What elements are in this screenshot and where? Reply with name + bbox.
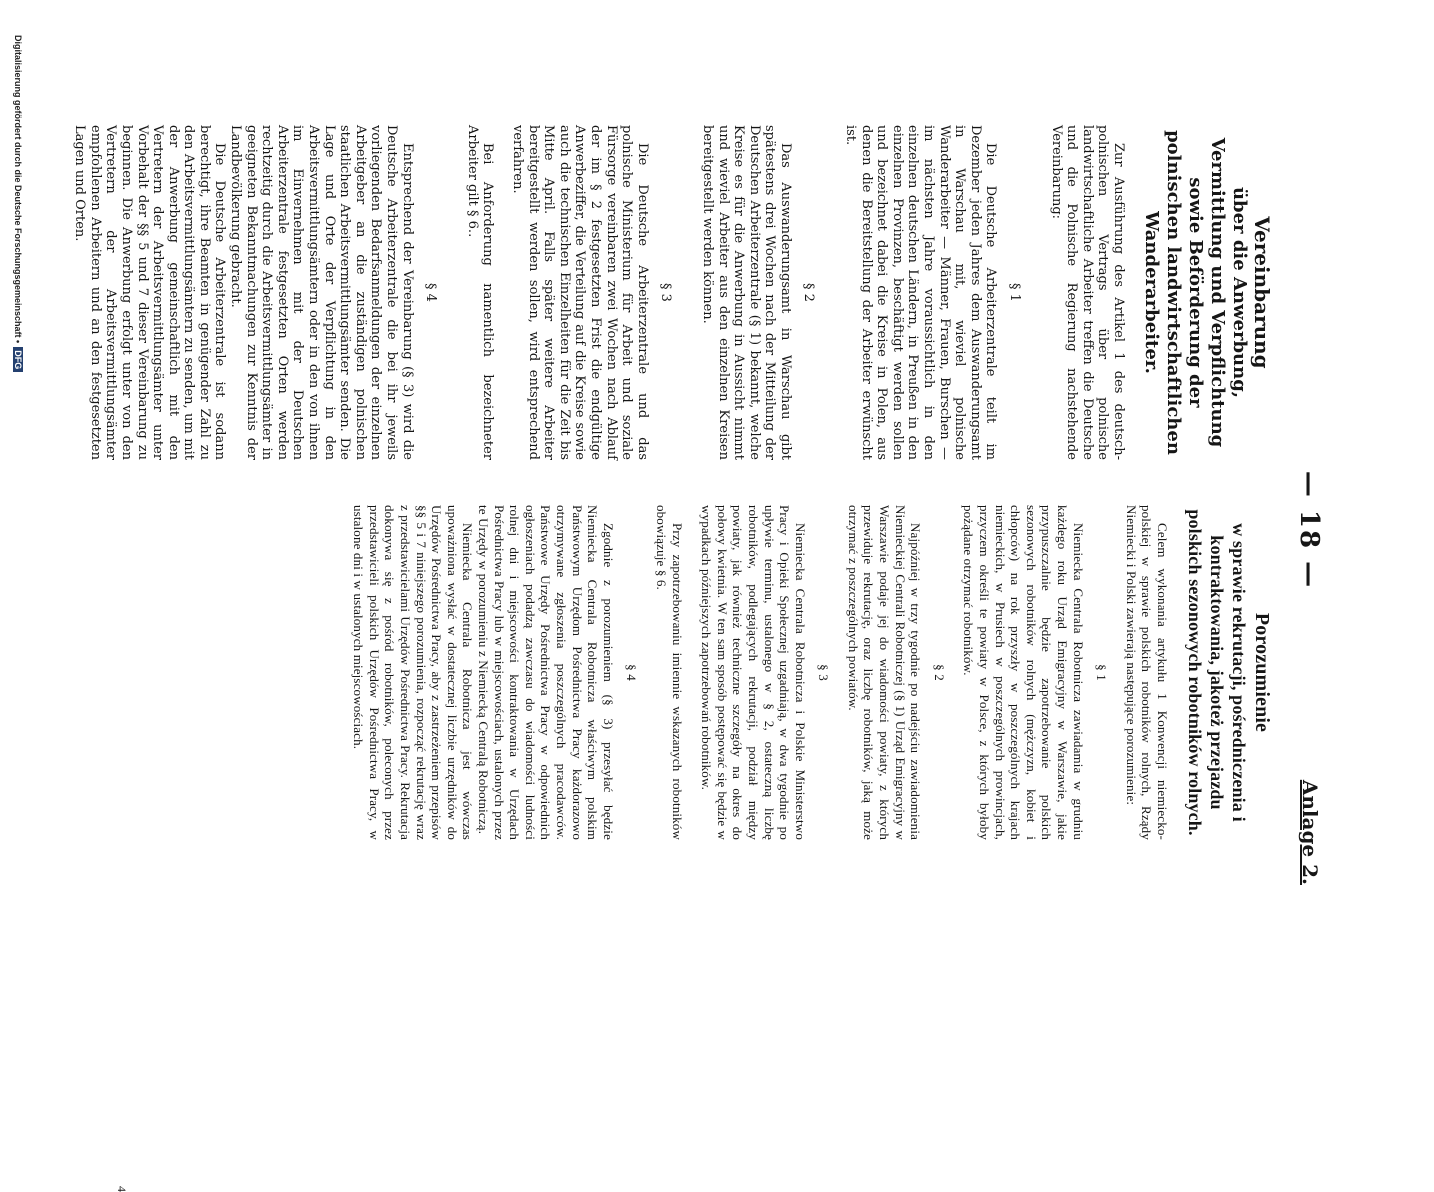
section-number: § 2 <box>931 664 947 681</box>
section-paragraph: Najpóźniej w trzy tygodnie po nadejściu zawiadomienia Niemieckiej Centrali Robotniczej (§ 1) Urząd Emigracyjny w Warszawie podaje jej do wiadomości powiaty, z których przewiduje rekrutację, oraz liczbę robotników, jaką może otrzymać z poszczególnych powiatów. <box>845 505 924 840</box>
section-paragraph: Niemiecka Centrala Robotnicza zawiadamia w grudniu każdego roku Urząd Emigracyjny w Warszawie, jakie przypuszczalnie będzie zapotrzebowanie polskich sezonowych robotników rolnych (mężczyzn, kobiet i chłopców) na rok przyszły w poszczególnych krajach niemieckich, w Prusiech w poszczególnych prowincjach, przyczem określi te powiaty w Polsce, z których byłoby pożądane otrzymać robotników. <box>961 505 1086 840</box>
section-number: § 1 <box>1007 283 1023 302</box>
polish-title-block <box>1184 505 1274 840</box>
german-subtitle: über die Anwerbung, Vermittlung und Verpflichtung sowie Beförderung der polnischen landwirtschaftlichen Wanderarbeiter. <box>1141 130 1250 455</box>
polish-section-1 <box>961 505 1109 840</box>
digitization-text: Digitalisierung gefördert durch die Deutsche Forschungsgemeinschaft • <box>13 35 23 344</box>
polish-column <box>351 505 1274 840</box>
german-title-block <box>1140 125 1274 460</box>
german-section-1 <box>843 125 1023 460</box>
german-section-3 <box>464 125 673 460</box>
annex-label: Anlage 2. <box>1298 779 1322 885</box>
dfg-logo: DFG <box>13 347 23 372</box>
german-title: Vereinbarung <box>1250 216 1274 369</box>
section-paragraph: Die Deutsche Arbeiterzentrale teilt im Dezember jeden Jahres dem Auswanderungsamt in Warschau mit, wieviel polnische Wanderarbeiter — Männer, Frauen, Burschen — im nächsten Jahre voraussichtlich in den einzelnen deutschen Ländern, in Preußen in den einzelnen Provinzen, beschäftigt werden sollen und bezeichnet dabei die Kreise in Polen, aus denen die Bereitstellung der Arbeiter erwünscht ist. <box>843 125 999 460</box>
page-number: — 18 — <box>1294 470 1324 590</box>
section-paragraph: Die Deutsche Arbeiterzentrale und das polnische Ministerium für Arbeit und soziale Fürsorge vereinbaren zwei Wochen nach Ablauf der im § 2 festgesetzten Frist die endgültige Anwerbeziffer, die Verteilung auf die Kreise sowie auch die technischen Einzelheiten für die Zeit bis Mitte April. Falls später weitere Arbeiter bereitgestellt werden sollen, wird entsprechend verfahren. <box>510 125 650 460</box>
section-number: § 3 <box>658 283 674 302</box>
polish-title: Porozumienie <box>1251 612 1273 733</box>
section-paragraph: Die Deutsche Arbeiterzentrale ist sodann berechtigt, ihre Beamten in genügender Zahl zu den Arbeitsvermittlungsämtern zu senden, um mit der Anwerbung gemeinschaftlich mit den Vertretern der Arbeitsvermittlungsämter unter Vorbehalt der §§ 5 und 7 dieser Vereinbarung zu beginnen. Die Anwerbung erfolgt unter von den Vertretern der Arbeitsvermittlungsämter empfohlenen Arbeitern und an den festgesetzten Lagen und Orten. <box>72 125 228 460</box>
section-paragraph: Das Auswanderungsamt in Warschau gibt spätestens drei Wochen nach der Mitteilung der Deutschen Arbeiterzentrale (§ 1) bekannt, welche Kreise es für die Anwerbung in Aussicht nimmt und wieviel Arbeiter aus den einzelnen Kreisen bereitgestellt werden können. <box>699 125 793 460</box>
german-section-2 <box>699 125 816 460</box>
section-number: § 3 <box>816 664 832 681</box>
digitization-note <box>13 35 23 372</box>
section-paragraph: Bei Anforderung namentlich bezeichneter Arbeiter gilt § 6.. <box>464 125 496 460</box>
polish-section-2 <box>845 505 947 840</box>
german-column <box>72 125 1274 460</box>
page-header <box>1274 105 1324 885</box>
section-paragraph: Entsprechend der Vereinbarung (§ 3) wird die Deutsche Arbeiterzentrale die bei ihr jeweils vorliegenden Bedarfsanmeldungen der einzelnen Arbeitgeber an die zuständigen polnischen staatlichen Arbeitsvermittlungsämter senden. Die Lage und Orte der Verpflichtung in den Arbeitsvermittlungsämtern oder in den von ihnen im Einvernehmen mit der Deutschen Arbeiterzentrale festgesetzten Orten werden rechtzeitig durch die Arbeitsvermittlungsämter in geeigneten Bekanntmachungen zur Kenntnis der Landbevölkerung gebracht. <box>228 125 415 460</box>
section-paragraph: Niemiecka Centrala Robotnicza jest wówczas upoważniona wysłać w dostatecznej liczbie urzędników do Urzędów Pośrednictwa Pracy, aby z zastrzeżeniem przepisów §§ 5 i 7 niniejszego porozumienia, rozpocząć rekrutację wraz z przedstawicielami Urzędów Pośrednictwa Pracy. Rekrutacja dokonywa się z pośród robotników, poleconych przez przedstawicieli polskich Urzędów Pośrednictwa Pracy, w ustalone dni i w ustalonych miejscowościach. <box>351 505 476 840</box>
section-paragraph: Zgodnie z porozumieniem (§ 3) przesyłać będzie Niemiecka Centrala Robotnicza właściwym polskim Państwowym Urzędom Pośrednictwa Pracy każdorazowo otrzymywane zgłoszenia poszczególnych pracodawców. Państwowe Urzędy Pośrednictwa Pracy w odpowiednich ogłoszeniach podadzą zawczasu do wiadomości ludności rolnej dni i miejscowości kontraktowania w Urzędach Pośrednictwa Pracy lub w miejscowościach, ustalonych przez te Urzędy w porozumieniu z Niemiecką Centralą Robotniczą. <box>476 505 616 840</box>
section-number: § 4 <box>624 664 640 681</box>
section-paragraph: Przy zapotrzebowaniu imiennie wskazanych robotników obowiązuje § 6. <box>653 505 685 840</box>
polish-subtitle: w sprawie rekrutacji, pośredniczenia i kontraktowania, jakoteż przejazdu polskich sezonowych robotników rolnych. <box>1185 509 1249 836</box>
german-preamble: Zur Ausführung des Artikel 1 des deutsch-polnischen Vertrags über polnische landwirtschaftliche Arbeiter treffen die Deutsche und die Polnische Regierung nachstehende Vereinbarung: <box>1048 125 1126 460</box>
section-number: § 1 <box>1094 664 1110 681</box>
section-number: § 2 <box>801 283 817 302</box>
page-marker: 4 <box>115 1186 129 1192</box>
section-number: § 4 <box>423 283 439 302</box>
polish-preamble: Celem wykonania artykułu 1 Konwencji niemiecko-polskiej w sprawie polskich robotników rolnych, Rządy Niemiecki i Polski zawierają następujące porozumienie: <box>1123 505 1170 840</box>
section-paragraph: Niemiecka Centrala Robotnicza i Polskie Ministerstwo Pracy i Opieki Społecznej uzgadniają, w dwa tygodnie po upływie terminu, ustalonego w § 2, ostateczną liczbę robotników, podlegających rekrutacji, podział między powiaty, jak również techniczne szczegóły na okres do połowy kwietnia. W ten sam sposób postępować się będzie w wypadkach późniejszych zapotrzebowań robotników. <box>699 505 808 840</box>
polish-section-4 <box>351 505 640 840</box>
polish-section-3 <box>653 505 831 840</box>
german-section-4 <box>72 125 439 460</box>
